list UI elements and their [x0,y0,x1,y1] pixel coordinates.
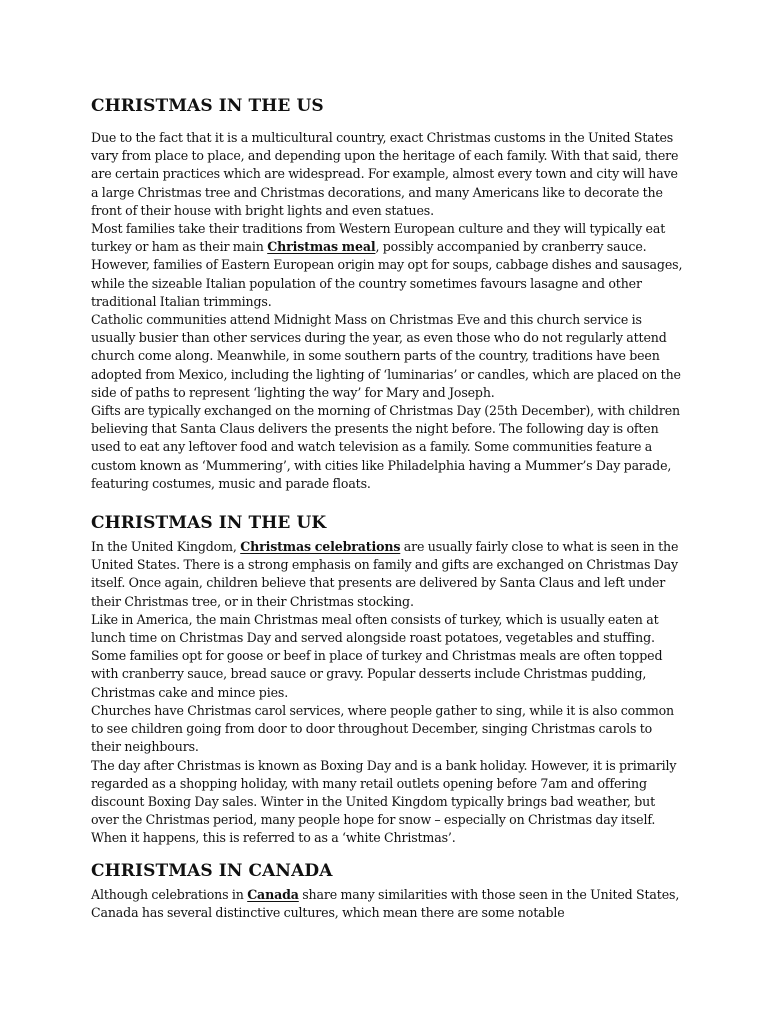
section-christmas-us [91,92,683,493]
paragraph [91,611,683,702]
paragraph-text: are usually fairly close to what is seen in the United States. There is a strong emphasis on family and gifts are exchanged on Christmas Day itself. Once again, children believe that presents are delivered by Santa Claus and left under their Christmas tree, or in their Christmas stocking. [91,539,679,609]
paragraph-text: In the United Kingdom, [91,539,241,555]
paragraph [91,702,683,757]
section-heading: CHRISTMAS IN CANADA [91,860,333,881]
paragraph [91,220,683,311]
paragraph-text: Catholic communities attend Midnight Mass on Christmas Eve and this church service is usually busier than other services during the year, as even those who do not regularly attend church come along. Meanwhile, in some southern parts of the country, traditions have been adopted from Mexico, including the lighting of ‘luminarias’ or candles, which are placed on the side of paths to represent ‘lighting the way’ for Mary and Joseph. [91,312,681,400]
paragraph-text: Although celebrations in [91,886,248,902]
document-page [91,92,683,922]
paragraph-text: Most families take their traditions from Western European culture and they will typically eat turkey or ham as their main [91,221,666,255]
section-heading: CHRISTMAS IN THE US [91,96,324,116]
paragraph [91,538,683,611]
section-christmas-uk [91,509,683,847]
paragraph [91,402,683,493]
section-heading: CHRISTMAS IN THE UK [91,513,327,534]
section-christmas-canada [91,857,683,922]
christmas-meal-link[interactable]: Christmas meal [267,239,376,255]
paragraph-text: Gifts are typically exchanged on the morning of Christmas Day (25th December), with children believing that Santa Claus delivers the presents the night before. The following day is often used to eat any leftover food and watch television as a family. Some communities feature a custom known as ‘Mummering’, with cities like Philadelphia having a Mummer’s Day parade, featuring costumes, music and parade floats. [91,403,680,491]
paragraph-text: The day after Christmas is known as Boxing Day and is a bank holiday. However, it is primarily regarded as a shopping holiday, with many retail outlets opening before 7am and offering discount Boxing Day sales. Winter in the United Kingdom typically brings bad weather, but over the Christmas period, many people hope for snow – especially on Christmas day itself. When it happens, this is referred to as a ‘white Christmas’. [91,757,677,846]
paragraph-text: Like in America, the main Christmas meal often consists of turkey, which is usually eaten at lunch time on Christmas Day and served alongside roast potatoes, vegetables and stuffing. Some families opt for goose or beef in place of turkey and Christmas meals are often topped with cranberry sauce, bread sauce or gravy. Popular desserts include Christmas pudding, Christmas cake and mince pies. [91,611,663,700]
canada-link[interactable]: Canada [247,886,299,902]
paragraph-text: Churches have Christmas carol services, where people gather to sing, while it is also common to see children going from door to door throughout December, singing Christmas carols to their neighbours. [91,702,675,755]
paragraph [91,886,683,922]
paragraph-text: , possibly accompanied by cranberry sauce. However, families of Eastern European origin may opt for soups, cabbage dishes and sausages, while the sizeable Italian population of the country sometimes favours lasagne and other traditional Italian trimmings. [91,239,683,309]
paragraph [91,757,683,848]
paragraph-text: share many similarities with those seen in the United States, Canada has several distinctive cultures, which mean there are some notable [91,886,680,920]
paragraph-text: Due to the fact that it is a multicultural country, exact Christmas customs in the United States vary from place to place, and depending upon the heritage of each family. With that said, there are certain practices which are widespread. For example, almost every town and city will have a large Christmas tree and Christmas decorations, and many Americans like to decorate the front of their house with bright lights and even statues. [91,130,679,218]
paragraph [91,129,683,220]
christmas-celebrations-link[interactable]: Christmas celebrations [240,539,401,555]
paragraph [91,311,683,402]
